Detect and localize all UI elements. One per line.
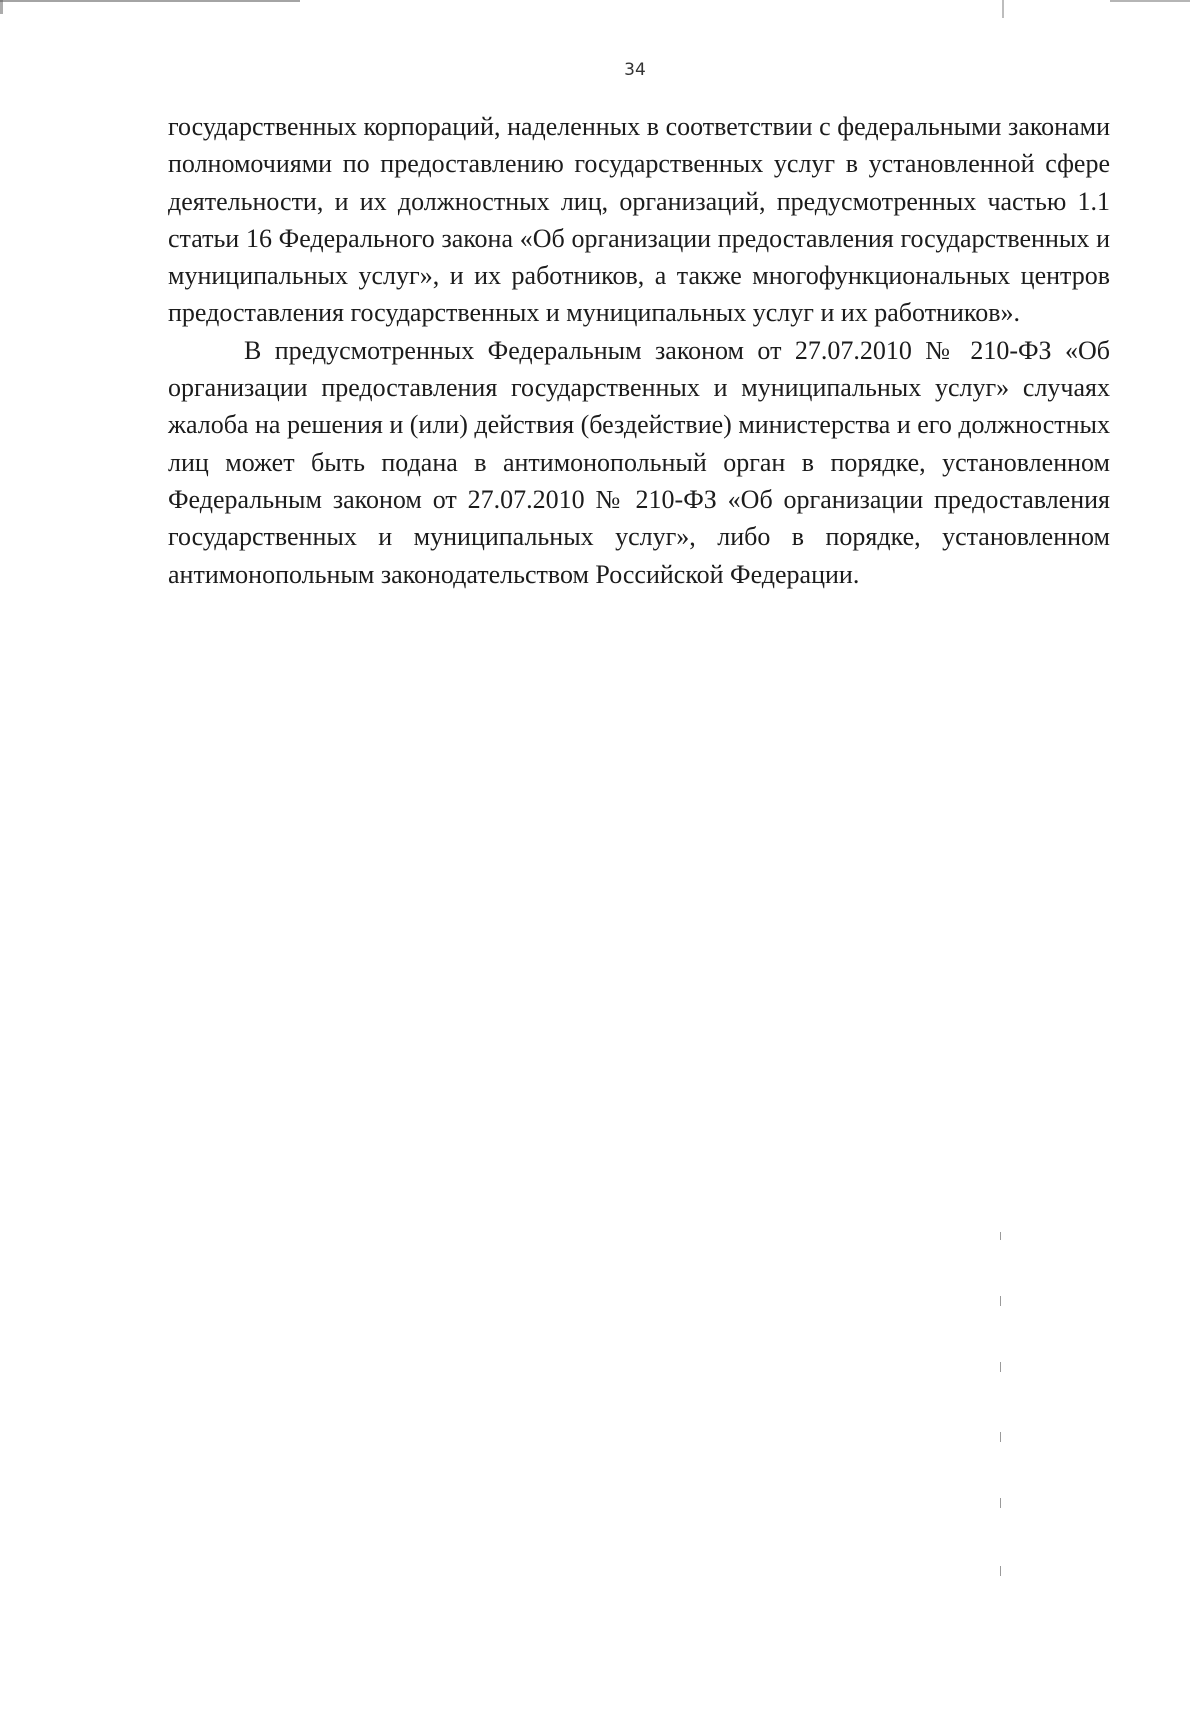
scan-margin-mark [1000,1498,1001,1508]
scan-edge-corner [0,0,3,14]
scan-edge-top-right [1110,0,1190,2]
scan-margin-mark [1000,1232,1001,1240]
scan-edge-top-left [0,0,300,2]
scan-edge-tick [1002,0,1004,18]
scan-margin-mark [1000,1432,1001,1442]
scan-margin-mark [1000,1362,1001,1372]
page-number: 34 [624,60,646,80]
scan-margin-mark [1000,1296,1001,1306]
body-paragraph: В предусмотренных Федеральным законом от 27.07.2010 № 210-ФЗ «Об организации предоставления государственных и муниципальных услуг» случаях жалоба на решения и (или) действия (бездействие) министерства и его должностных лиц может быть подана в антимонопольный орган в порядке, установленном Федеральным законом от 27.07.2010 № 210-ФЗ «Об организации предоставления государственных и муниципальных услуг», либо в порядке, установленном антимонопольным законодательством Российской Федерации. [168,335,1110,589]
body-paragraph: государственных корпораций, наделенных в соответствии с федеральными законами полномочиями по предоставлению государственных услуг в установленной сфере деятельности, и их должностных лиц, организаций, предусмотренных частью 1.1 статьи 16 Федерального закона «Об организации предоставления государственных и муниципальных услуг», и их работников, а также многофункциональных центров предоставления государственных и муниципальных услуг и их работников». [168,112,1110,328]
document-body [168,108,1110,593]
scan-margin-mark [1000,1566,1001,1576]
